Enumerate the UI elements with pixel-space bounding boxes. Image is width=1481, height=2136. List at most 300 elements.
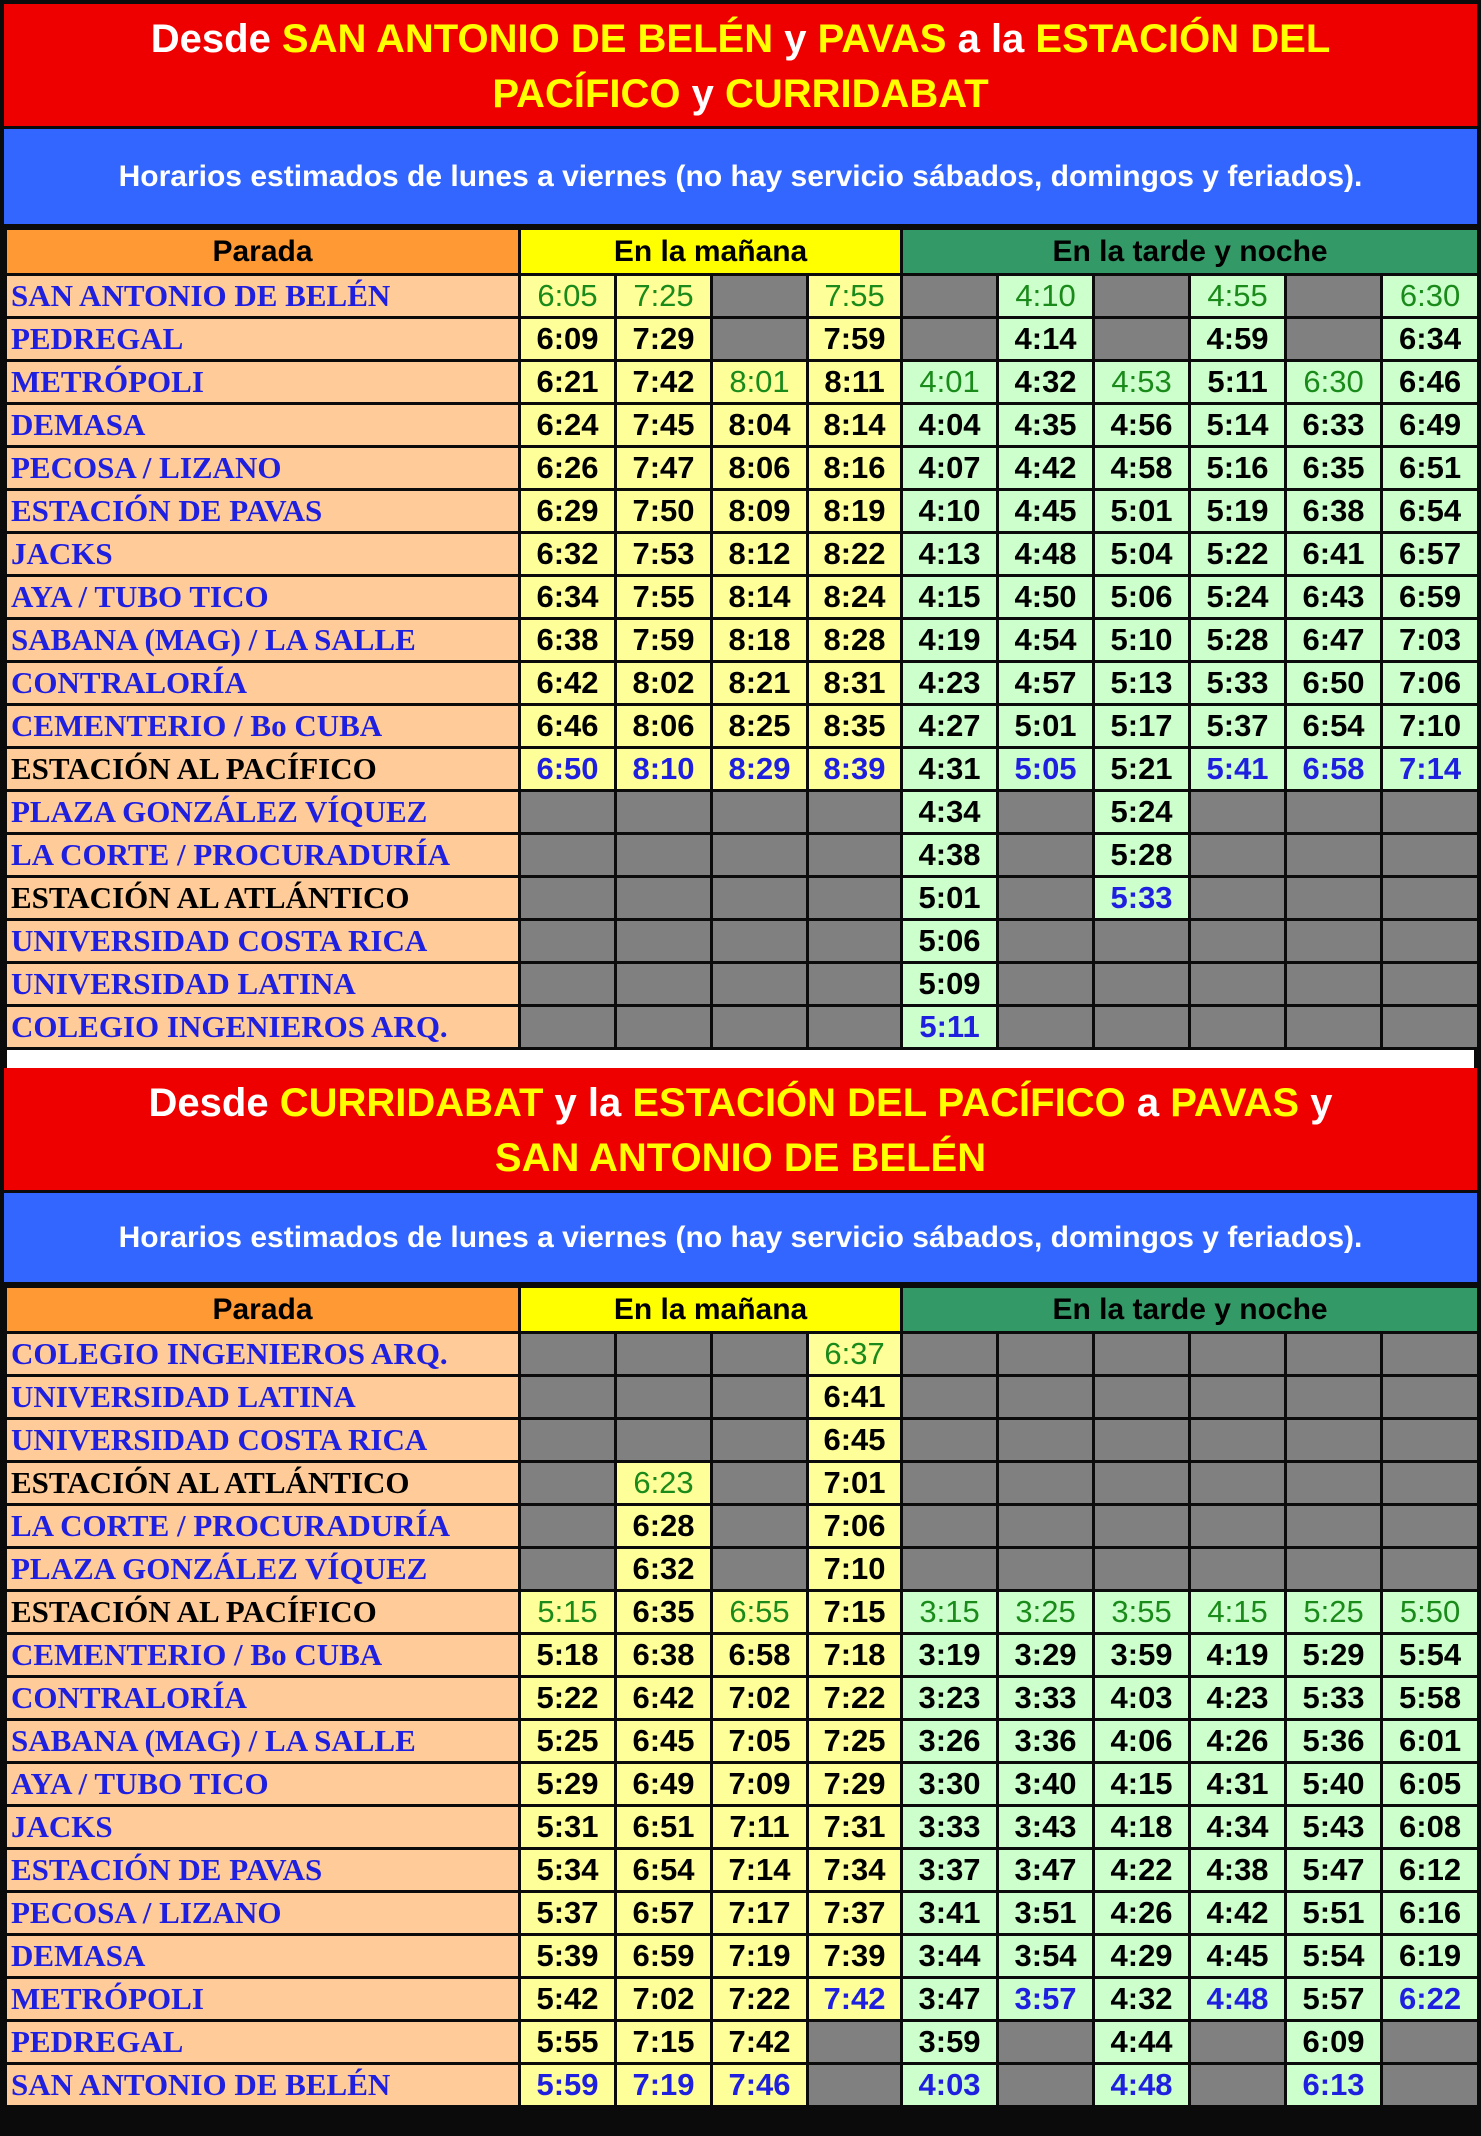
schedule-row <box>6 275 1479 318</box>
section-divider <box>4 1050 1477 1068</box>
departure-time: 7:18 <box>808 1634 902 1677</box>
departure-time: 3:30 <box>902 1763 998 1806</box>
departure-time: 4:42 <box>998 447 1094 490</box>
departure-time: 3:19 <box>902 1634 998 1677</box>
no-service-cell <box>520 1505 616 1548</box>
departure-time: 4:32 <box>998 361 1094 404</box>
no-service-cell <box>998 791 1094 834</box>
departure-time: 7:15 <box>616 2021 712 2064</box>
departure-time: 6:32 <box>616 1548 712 1591</box>
departure-time: 6:37 <box>808 1333 902 1376</box>
schedule-row <box>6 1849 1479 1892</box>
departure-time: 7:25 <box>616 275 712 318</box>
departure-time: 7:47 <box>616 447 712 490</box>
departure-time: 6:38 <box>616 1634 712 1677</box>
departure-time: 4:50 <box>998 576 1094 619</box>
schedule-row <box>6 2064 1479 2107</box>
schedule-row <box>6 963 1479 1006</box>
no-service-cell <box>1190 2021 1286 2064</box>
title-segment: y <box>1299 1081 1333 1125</box>
no-service-cell <box>998 1419 1094 1462</box>
departure-time: 6:19 <box>1382 1935 1479 1978</box>
schedule-row <box>6 1806 1479 1849</box>
departure-time: 4:04 <box>902 404 998 447</box>
departure-time: 8:19 <box>808 490 902 533</box>
stop-name: SABANA (MAG) / LA SALLE <box>6 1720 520 1763</box>
departure-time: 7:15 <box>808 1591 902 1634</box>
no-service-cell <box>712 275 808 318</box>
departure-time: 5:09 <box>902 963 998 1006</box>
departure-time: 5:01 <box>1094 490 1190 533</box>
no-service-cell <box>1190 877 1286 920</box>
departure-time: 5:39 <box>520 1935 616 1978</box>
stop-name: UNIVERSIDAD COSTA RICA <box>6 1419 520 1462</box>
no-service-cell <box>998 1333 1094 1376</box>
stop-name: ESTACIÓN AL PACÍFICO <box>6 1591 520 1634</box>
departure-time: 4:54 <box>998 619 1094 662</box>
no-service-cell <box>1286 1333 1382 1376</box>
departure-time: 3:26 <box>902 1720 998 1763</box>
schedule-body <box>6 1333 1479 2107</box>
departure-time: 8:02 <box>616 662 712 705</box>
no-service-cell <box>1382 2021 1479 2064</box>
schedule-row <box>6 404 1479 447</box>
no-service-cell <box>1382 791 1479 834</box>
schedule-row <box>6 834 1479 877</box>
stop-name: AYA / TUBO TICO <box>6 576 520 619</box>
departure-time: 6:30 <box>1382 275 1479 318</box>
no-service-cell <box>902 275 998 318</box>
no-service-cell <box>712 1006 808 1049</box>
departure-time: 7:22 <box>712 1978 808 2021</box>
no-service-cell <box>1382 1376 1479 1419</box>
no-service-cell <box>1286 1462 1382 1505</box>
departure-time: 4:15 <box>902 576 998 619</box>
no-service-cell <box>808 834 902 877</box>
no-service-cell <box>1190 834 1286 877</box>
stop-name: METRÓPOLI <box>6 1978 520 2021</box>
no-service-cell <box>1190 1505 1286 1548</box>
no-service-cell <box>1190 1006 1286 1049</box>
no-service-cell <box>616 877 712 920</box>
departure-time: 5:28 <box>1190 619 1286 662</box>
title-segment: y <box>773 17 818 61</box>
stop-name: ESTACIÓN AL ATLÁNTICO <box>6 1462 520 1505</box>
schedule-body <box>6 275 1479 1049</box>
title-line-1 <box>4 1076 1477 1131</box>
departure-time: 6:54 <box>1286 705 1382 748</box>
departure-time: 8:09 <box>712 490 808 533</box>
no-service-cell <box>1094 963 1190 1006</box>
no-service-cell <box>1094 920 1190 963</box>
schedule-row <box>6 361 1479 404</box>
departure-time: 3:15 <box>902 1591 998 1634</box>
stop-name: CONTRALORÍA <box>6 1677 520 1720</box>
no-service-cell <box>520 1548 616 1591</box>
schedule-row <box>6 662 1479 705</box>
departure-time: 6:45 <box>616 1720 712 1763</box>
schedule-row <box>6 1892 1479 1935</box>
schedule-note: Horarios estimados de lunes a viernes (no hay servicio sábados, domingos y feriados). <box>4 1193 1477 1285</box>
no-service-cell <box>520 1462 616 1505</box>
departure-time: 3:59 <box>1094 1634 1190 1677</box>
stop-name: PEDREGAL <box>6 318 520 361</box>
stop-name: PECOSA / LIZANO <box>6 1892 520 1935</box>
no-service-cell <box>1286 1505 1382 1548</box>
departure-time: 6:41 <box>1286 533 1382 576</box>
departure-time: 4:57 <box>998 662 1094 705</box>
departure-time: 6:08 <box>1382 1806 1479 1849</box>
no-service-cell <box>520 920 616 963</box>
departure-time: 6:24 <box>520 404 616 447</box>
departure-time: 5:15 <box>520 1591 616 1634</box>
stop-name: SAN ANTONIO DE BELÉN <box>6 2064 520 2107</box>
title-segment: a la <box>946 17 1036 61</box>
stop-name: UNIVERSIDAD COSTA RICA <box>6 920 520 963</box>
departure-time: 5:25 <box>1286 1591 1382 1634</box>
no-service-cell <box>1286 791 1382 834</box>
departure-time: 6:58 <box>1286 748 1382 791</box>
departure-time: 5:22 <box>1190 533 1286 576</box>
no-service-cell <box>998 877 1094 920</box>
no-service-cell <box>616 1419 712 1462</box>
no-service-cell <box>998 1505 1094 1548</box>
departure-time: 8:35 <box>808 705 902 748</box>
no-service-cell <box>1094 1006 1190 1049</box>
schedule-table <box>4 1285 1480 2108</box>
no-service-cell <box>808 877 902 920</box>
departure-time: 7:55 <box>808 275 902 318</box>
header-evening: En la tarde y noche <box>902 229 1479 275</box>
departure-time: 4:13 <box>902 533 998 576</box>
departure-time: 5:54 <box>1382 1634 1479 1677</box>
header-morning: En la mañana <box>520 229 902 275</box>
title-segment: ESTACIÓN DEL <box>1035 17 1331 61</box>
no-service-cell <box>520 834 616 877</box>
schedule-row <box>6 1763 1479 1806</box>
no-service-cell <box>1382 920 1479 963</box>
title-segment: ESTACIÓN DEL PACÍFICO <box>632 1081 1126 1125</box>
departure-time: 5:37 <box>1190 705 1286 748</box>
departure-time: 7:59 <box>808 318 902 361</box>
departure-time: 5:57 <box>1286 1978 1382 2021</box>
departure-time: 6:58 <box>712 1634 808 1677</box>
departure-time: 7:29 <box>616 318 712 361</box>
no-service-cell <box>1094 1505 1190 1548</box>
departure-time: 4:58 <box>1094 447 1190 490</box>
departure-time: 5:54 <box>1286 1935 1382 1978</box>
no-service-cell <box>616 1376 712 1419</box>
no-service-cell <box>1190 1333 1286 1376</box>
departure-time: 7:59 <box>616 619 712 662</box>
no-service-cell <box>712 318 808 361</box>
departure-time: 6:59 <box>616 1935 712 1978</box>
stop-name: ESTACIÓN AL PACÍFICO <box>6 748 520 791</box>
departure-time: 3:47 <box>998 1849 1094 1892</box>
schedule-row <box>6 1333 1479 1376</box>
no-service-cell <box>616 920 712 963</box>
departure-time: 7:55 <box>616 576 712 619</box>
departure-time: 5:50 <box>1382 1591 1479 1634</box>
stop-name: PECOSA / LIZANO <box>6 447 520 490</box>
no-service-cell <box>1382 877 1479 920</box>
departure-time: 7:46 <box>712 2064 808 2107</box>
departure-time: 7:25 <box>808 1720 902 1763</box>
no-service-cell <box>712 920 808 963</box>
stop-name: PEDREGAL <box>6 2021 520 2064</box>
schedule-row <box>6 1376 1479 1419</box>
schedule-row <box>6 1677 1479 1720</box>
header-evening: En la tarde y noche <box>902 1287 1479 1333</box>
schedule-row <box>6 576 1479 619</box>
departure-time: 6:26 <box>520 447 616 490</box>
departure-time: 4:45 <box>1190 1935 1286 1978</box>
no-service-cell <box>998 963 1094 1006</box>
departure-time: 3:43 <box>998 1806 1094 1849</box>
departure-time: 4:31 <box>902 748 998 791</box>
departure-time: 5:11 <box>902 1006 998 1049</box>
no-service-cell <box>808 1006 902 1049</box>
no-service-cell <box>520 877 616 920</box>
departure-time: 4:34 <box>1190 1806 1286 1849</box>
departure-time: 6:47 <box>1286 619 1382 662</box>
departure-time: 7:02 <box>616 1978 712 2021</box>
no-service-cell <box>1190 2064 1286 2107</box>
departure-time: 5:01 <box>902 877 998 920</box>
departure-time: 4:06 <box>1094 1720 1190 1763</box>
no-service-cell <box>712 791 808 834</box>
departure-time: 4:07 <box>902 447 998 490</box>
departure-time: 6:29 <box>520 490 616 533</box>
departure-time: 7:45 <box>616 404 712 447</box>
schedule-row <box>6 1935 1479 1978</box>
departure-time: 5:43 <box>1286 1806 1382 1849</box>
departure-time: 5:36 <box>1286 1720 1382 1763</box>
departure-time: 5:40 <box>1286 1763 1382 1806</box>
no-service-cell <box>902 1376 998 1419</box>
title-segment: Desde <box>150 17 282 61</box>
no-service-cell <box>1094 1333 1190 1376</box>
departure-time: 4:03 <box>1094 1677 1190 1720</box>
departure-time: 7:10 <box>1382 705 1479 748</box>
departure-time: 7:02 <box>712 1677 808 1720</box>
departure-time: 6:51 <box>1382 447 1479 490</box>
departure-time: 3:44 <box>902 1935 998 1978</box>
no-service-cell <box>902 1505 998 1548</box>
departure-time: 3:59 <box>902 2021 998 2064</box>
schedule-row <box>6 2021 1479 2064</box>
stop-name: METRÓPOLI <box>6 361 520 404</box>
no-service-cell <box>1382 1548 1479 1591</box>
departure-time: 6:23 <box>616 1462 712 1505</box>
departure-time: 5:17 <box>1094 705 1190 748</box>
departure-time: 7:37 <box>808 1892 902 1935</box>
schedule-row <box>6 619 1479 662</box>
departure-time: 3:37 <box>902 1849 998 1892</box>
stop-name: UNIVERSIDAD LATINA <box>6 1376 520 1419</box>
departure-time: 5:37 <box>520 1892 616 1935</box>
stop-name: COLEGIO INGENIEROS ARQ. <box>6 1006 520 1049</box>
schedule-row <box>6 920 1479 963</box>
departure-time: 4:35 <box>998 404 1094 447</box>
no-service-cell <box>902 1333 998 1376</box>
departure-time: 3:36 <box>998 1720 1094 1763</box>
no-service-cell <box>520 1376 616 1419</box>
schedule-note: Horarios estimados de lunes a viernes (no hay servicio sábados, domingos y feriados). <box>4 129 1477 227</box>
departure-time: 8:06 <box>616 705 712 748</box>
departure-time: 4:10 <box>902 490 998 533</box>
departure-time: 3:33 <box>998 1677 1094 1720</box>
departure-time: 5:18 <box>520 1634 616 1677</box>
departure-time: 5:59 <box>520 2064 616 2107</box>
departure-time: 8:21 <box>712 662 808 705</box>
section-return <box>4 1068 1477 2108</box>
no-service-cell <box>1286 1006 1382 1049</box>
no-service-cell <box>616 1333 712 1376</box>
no-service-cell <box>712 1548 808 1591</box>
no-service-cell <box>902 1548 998 1591</box>
departure-time: 7:06 <box>808 1505 902 1548</box>
no-service-cell <box>520 1006 616 1049</box>
no-service-cell <box>808 920 902 963</box>
departure-time: 7:19 <box>712 1935 808 1978</box>
departure-time: 8:12 <box>712 533 808 576</box>
schedule-row <box>6 1591 1479 1634</box>
no-service-cell <box>712 877 808 920</box>
departure-time: 8:10 <box>616 748 712 791</box>
no-service-cell <box>998 834 1094 877</box>
departure-time: 6:57 <box>1382 533 1479 576</box>
departure-time: 5:33 <box>1094 877 1190 920</box>
departure-time: 7:42 <box>712 2021 808 2064</box>
departure-time: 8:16 <box>808 447 902 490</box>
no-service-cell <box>616 791 712 834</box>
stop-name: SAN ANTONIO DE BELÉN <box>6 275 520 318</box>
stop-name: CONTRALORÍA <box>6 662 520 705</box>
schedule-table <box>4 227 1480 1050</box>
departure-time: 4:44 <box>1094 2021 1190 2064</box>
departure-time: 6:54 <box>1382 490 1479 533</box>
departure-time: 6:12 <box>1382 1849 1479 1892</box>
title-segment: CURRIDABAT <box>279 1081 544 1125</box>
no-service-cell <box>712 1462 808 1505</box>
departure-time: 6:05 <box>520 275 616 318</box>
departure-time: 4:38 <box>902 834 998 877</box>
departure-time: 4:56 <box>1094 404 1190 447</box>
departure-time: 7:19 <box>616 2064 712 2107</box>
title-line-2 <box>4 1131 1477 1186</box>
departure-time: 5:28 <box>1094 834 1190 877</box>
departure-time: 6:51 <box>616 1806 712 1849</box>
no-service-cell <box>998 1376 1094 1419</box>
departure-time: 6:34 <box>520 576 616 619</box>
departure-time: 8:22 <box>808 533 902 576</box>
title-segment: PACÍFICO <box>492 72 681 116</box>
departure-time: 3:33 <box>902 1806 998 1849</box>
no-service-cell <box>998 2064 1094 2107</box>
departure-time: 5:04 <box>1094 533 1190 576</box>
departure-time: 4:38 <box>1190 1849 1286 1892</box>
departure-time: 4:27 <box>902 705 998 748</box>
departure-time: 4:32 <box>1094 1978 1190 2021</box>
no-service-cell <box>1382 2064 1479 2107</box>
stop-name: CEMENTERIO / Bo CUBA <box>6 1634 520 1677</box>
departure-time: 8:01 <box>712 361 808 404</box>
stop-name: PLAZA GONZÁLEZ VÍQUEZ <box>6 791 520 834</box>
no-service-cell <box>998 2021 1094 2064</box>
departure-time: 5:16 <box>1190 447 1286 490</box>
departure-time: 5:34 <box>520 1849 616 1892</box>
header-stop: Parada <box>6 1287 520 1333</box>
schedule-row <box>6 490 1479 533</box>
departure-time: 6:05 <box>1382 1763 1479 1806</box>
departure-time: 8:28 <box>808 619 902 662</box>
departure-time: 6:49 <box>616 1763 712 1806</box>
departure-time: 6:28 <box>616 1505 712 1548</box>
departure-time: 3:51 <box>998 1892 1094 1935</box>
departure-time: 4:22 <box>1094 1849 1190 1892</box>
departure-time: 7:22 <box>808 1677 902 1720</box>
stop-name: ESTACIÓN DE PAVAS <box>6 490 520 533</box>
section-title <box>4 1068 1477 1193</box>
departure-time: 8:18 <box>712 619 808 662</box>
departure-time: 6:16 <box>1382 1892 1479 1935</box>
no-service-cell <box>520 963 616 1006</box>
departure-time: 5:25 <box>520 1720 616 1763</box>
departure-time: 6:13 <box>1286 2064 1382 2107</box>
departure-time: 8:11 <box>808 361 902 404</box>
no-service-cell <box>616 834 712 877</box>
departure-time: 4:03 <box>902 2064 998 2107</box>
departure-time: 6:21 <box>520 361 616 404</box>
section-outbound <box>4 4 1477 1050</box>
title-segment: PAVAS <box>1170 1081 1300 1125</box>
departure-time: 5:24 <box>1190 576 1286 619</box>
departure-time: 8:29 <box>712 748 808 791</box>
header-row <box>6 229 1479 275</box>
departure-time: 5:19 <box>1190 490 1286 533</box>
departure-time: 6:50 <box>1286 662 1382 705</box>
departure-time: 4:15 <box>1094 1763 1190 1806</box>
departure-time: 6:34 <box>1382 318 1479 361</box>
stop-name: PLAZA GONZÁLEZ VÍQUEZ <box>6 1548 520 1591</box>
schedule-row <box>6 1978 1479 2021</box>
no-service-cell <box>1190 920 1286 963</box>
departure-time: 6:30 <box>1286 361 1382 404</box>
stop-name: CEMENTERIO / Bo CUBA <box>6 705 520 748</box>
departure-time: 4:14 <box>998 318 1094 361</box>
departure-time: 7:42 <box>616 361 712 404</box>
no-service-cell <box>1286 318 1382 361</box>
schedule-row <box>6 1720 1479 1763</box>
departure-time: 4:18 <box>1094 1806 1190 1849</box>
title-segment: PAVAS <box>817 17 947 61</box>
departure-time: 5:01 <box>998 705 1094 748</box>
departure-time: 5:05 <box>998 748 1094 791</box>
departure-time: 7:10 <box>808 1548 902 1591</box>
title-segment: a <box>1125 1081 1171 1125</box>
section-title <box>4 4 1477 129</box>
departure-time: 6:35 <box>616 1591 712 1634</box>
no-service-cell <box>1286 1376 1382 1419</box>
title-segment: SAN ANTONIO DE BELÉN <box>281 17 774 61</box>
title-segment: SAN ANTONIO DE BELÉN <box>494 1136 987 1180</box>
departure-time: 6:38 <box>520 619 616 662</box>
departure-time: 4:34 <box>902 791 998 834</box>
schedule-row <box>6 748 1479 791</box>
schedule-row <box>6 791 1479 834</box>
departure-time: 3:29 <box>998 1634 1094 1677</box>
